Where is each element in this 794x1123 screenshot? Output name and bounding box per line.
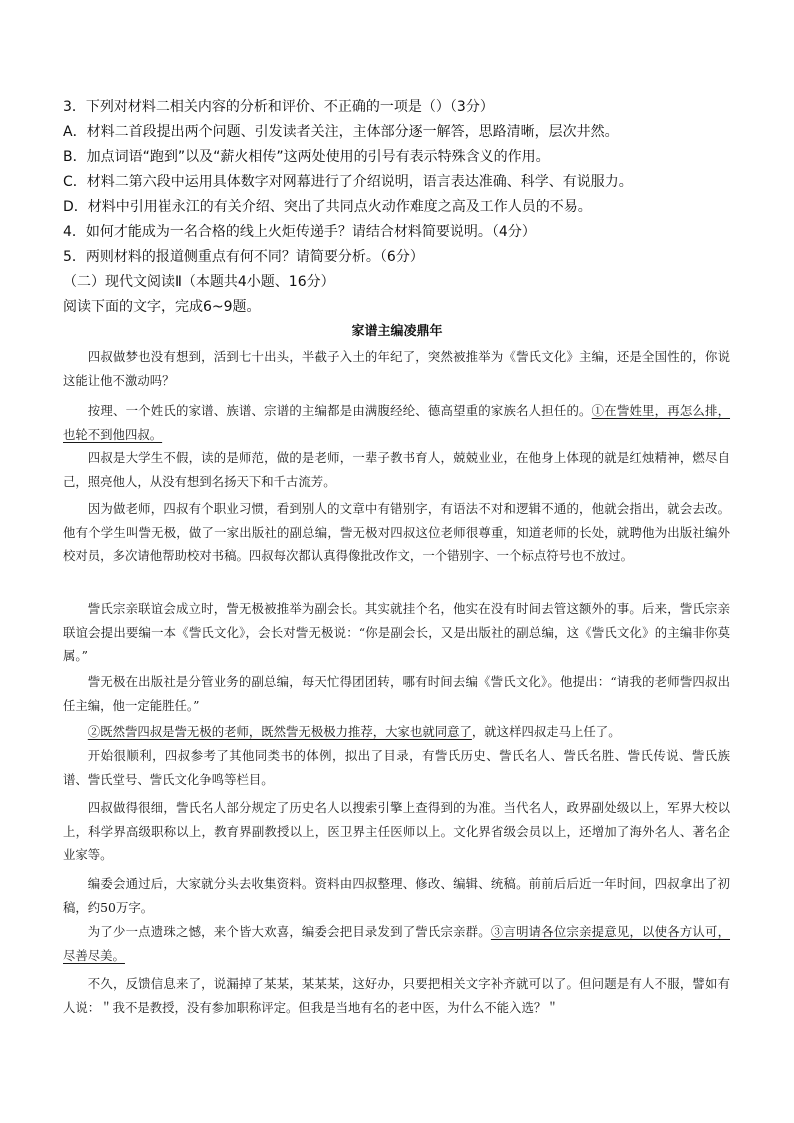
option-c: C．材料二第六段中运用具体数字对网幕进行了介绍说明，语言表达准确、科学、有说服力。 — [63, 174, 633, 190]
paragraph-10: 编委会通过后，大家就分头去收集资料。资料由四叔整理、修改、编辑、统稿。前前后后近一年时间，四叔拿出了初稿，约50万字。 — [63, 876, 730, 915]
reading-instruction: 阅读下面的文字，完成6~9题。 — [63, 299, 261, 315]
article-title: 家谱主编凌鼎年 — [351, 324, 443, 339]
paragraph-8: 开始很顺利，四叔参考了其他同类书的体例，拟出了目录，有訾氏历史、訾氏名人、訾氏名胜、訾氏传说、訾氏族谱、訾氏堂号、訾氏文化争鸣等栏目。 — [63, 748, 730, 787]
question-3: 3．下列对材料二相关内容的分析和评价、不正确的一项是（）（3分） — [63, 99, 494, 115]
paragraph-11 — [63, 920, 730, 967]
option-d: D．材料中引用崔永江的有关介绍、突出了共同点火动作难度之高及工作人员的不易。 — [63, 199, 592, 215]
paragraph-2 — [63, 399, 730, 446]
paragraph-12: 不久，反馈信息来了，说漏掉了某某，某某某，这好办，只要把相关文字补齐就可以了。但问题是有人不服，譬如有人说：＂我不是教授，没有参加职称评定。但我是当地有名的老中医，为什么不能入选？＂ — [63, 976, 730, 1015]
paragraph-4: 因为做老师，四叔有个职业习惯，看到别人的文章中有错别字，有语法不对和逻辑不通的，他就会指出，就会去改。他有个学生叫訾无极，做了一家出版社的副总编，訾无极对四叔这位老师很尊重，知道老师的长处，就聘他为出版社编外校对员，多次请他帮助校对书稿。四叔每次都认真得像批改作文，一个错别字、一个标点符号也不放过。 — [63, 501, 730, 563]
option-b: B．加点词语“跑到”以及“薪火相传”这两处使用的引号有表示特殊含义的作用。 — [63, 149, 550, 165]
question-4: 4．如何才能成为一名合格的线上火炬传递手？请结合材料简要说明。（4分） — [63, 224, 536, 240]
section-heading: （二）现代文阅读Ⅱ（本题共4小题、16分） — [63, 274, 335, 290]
question-5: 5．两则材料的报道侧重点有何不同？请简要分析。（6分） — [63, 249, 424, 265]
paragraph-3: 四叔是大学生不假，读的是师范，做的是老师，一辈子教书育人，兢兢业业，在他身上体现的就是红烛精神，燃尽自己，照亮他人，从没有想到名扬天下和千古流芳。 — [63, 450, 730, 489]
option-a: A．材料二首段提出两个问题、引发读者关注，主体部分逐一解答，思路清晰，层次井然。 — [63, 124, 619, 140]
underlined-sentence-3: ③言明请各位宗亲提意见，以使各方认可，尽善尽美。 — [63, 924, 731, 963]
paragraph-5: 訾氏宗亲联谊会成立时，訾无极被推举为副会长。其实就挂个名，他实在没有时间去管这额外的事。后来，訾氏宗亲联谊会提出要编一本《訾氏文化》，会长对訾无极说：“你是副会长，又是出版社的副总编，这《訾氏文化》的主编非你莫属。” — [63, 601, 730, 663]
paragraph-9: 四叔做得很细，訾氏名人部分规定了历史名人以搜索引擎上查得到的为准。当代名人，政界副处级以上，军界大校以上，科学界高级职称以上，教育界副教授以上，医卫界主任医师以上。文化界省级会员以上，还增加了海外名人、著名企业家等。 — [63, 800, 730, 862]
paragraph-11-text: 为了少一点遗珠之憾，来个皆大欢喜，编委会把目录发到了訾氏宗亲群。 — [87, 924, 491, 939]
underlined-sentence-2: ②既然訾四叔是訾无极的老师，既然訾无极极力推荐，大家也就同意了 — [87, 724, 472, 739]
paragraph-6: 訾无极在出版社是分管业务的副总编，每天忙得团团转，哪有时间去编《訾氏文化》。他提出：“请我的老师訾四叔出任主编，他一定能胜任。” — [63, 674, 730, 713]
paragraph-2-text: 按理、一个姓氏的家谱、族谱、宗谱的主编都是由满腹经纶、德高望重的家族名人担任的。 — [87, 403, 592, 418]
paragraph-1: 四叔做梦也没有想到，活到七十出头，半截子入土的年纪了，突然被推举为《訾氏文化》主编，还是全国性的，你说这能让他不激动吗？ — [63, 349, 730, 388]
underlined-sentence-1: ①在訾姓里，再怎么排，也轮不到他四叔。 — [63, 403, 731, 442]
paragraph-7 — [63, 720, 730, 744]
paragraph-7-text: ，就这样四叔走马上任了。 — [471, 724, 621, 739]
